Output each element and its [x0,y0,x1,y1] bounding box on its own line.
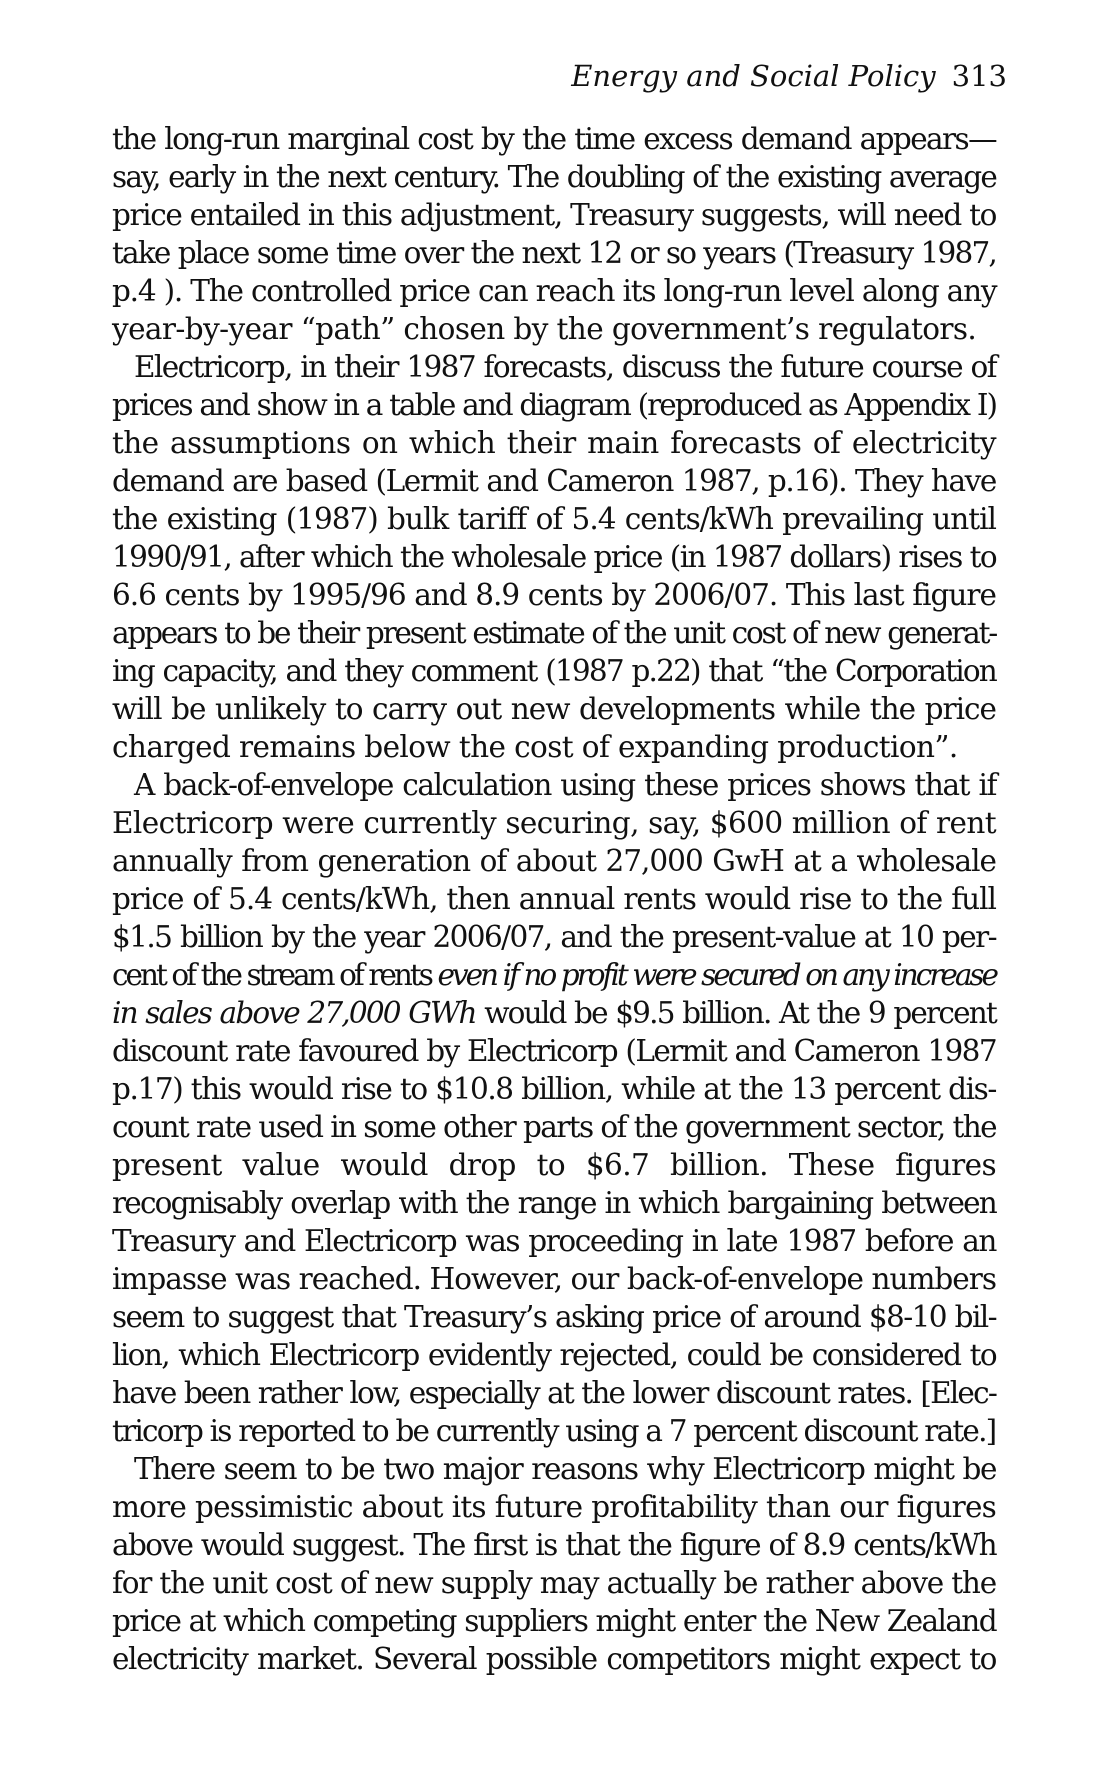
text-line: Electricorp, in their 1987 forecasts, discuss the future course of [134,350,996,384]
paragraph-2 [112,348,996,766]
text-line-with-emphasis [112,994,996,1032]
text-line: price entailed in this adjustment, Treasury suggests, will need to [112,198,996,232]
text-line: 1990/91, after which the wholesale price (in 1987 dollars) rises to [112,540,996,574]
page-number: 313 [951,59,1007,93]
text-line: present value would drop to $6.7 billion. These figures [112,1148,996,1182]
text-line: seem to suggest that Treasury’s asking price of around $8-10 bil- [112,1300,996,1334]
text-line: lion, which Electricorp evidently rejected, could be considered to [112,1338,996,1372]
text-line: say, early in the next century. The doubling of the existing average [112,160,996,194]
text-line: price at which competing suppliers might enter the New Zealand [112,1604,996,1638]
text-line: There seem to be two major reasons why Electricorp might be [134,1452,996,1486]
body-text [112,120,996,1678]
running-head-title: Energy and Social Policy [571,59,936,93]
text-line: more pessimistic about its future profitability than our figures [112,1490,996,1524]
text-line: the assumptions on which their main forecasts of electricity [112,426,996,460]
text-line: charged remains below the cost of expanding production”. [112,730,958,764]
text-segment: cent of the stream of rents [112,958,438,992]
text-line: $1.5 billion by the year 2006/07, and the present-value at 10 per- [112,920,996,954]
text-line: impasse was reached. However, our back-of-envelope numbers [112,1262,996,1296]
text-line-with-emphasis [112,956,996,994]
text-line: 6.6 cents by 1995/96 and 8.9 cents by 2006/07. This last figure [112,578,996,612]
text-line: price of 5.4 cents/kWh, then annual rents would rise to the full [112,882,996,916]
text-line: count rate used in some other parts of the government sector, the [112,1110,996,1144]
text-line: ing capacity, and they comment (1987 p.22) that “the Corporation [112,654,996,688]
text-line: A back-of-envelope calculation using these prices shows that if [134,768,996,802]
text-line: appears to be their present estimate of the unit cost of new generat- [112,616,996,650]
text-line: discount rate favoured by Electricorp (Lermit and Cameron 1987 [112,1034,996,1068]
text-line: will be unlikely to carry out new developments while the price [112,692,996,726]
paragraph-1 [112,120,996,348]
text-line: recognisably overlap with the range in which bargaining between [112,1186,996,1220]
text-line: year-by-year “path” chosen by the government’s regulators. [112,312,977,346]
text-line: electricity market. Several possible competitors might expect to [112,1642,996,1676]
paragraph-4 [112,1450,996,1678]
text-line: the long-run marginal cost by the time excess demand appears— [112,122,996,156]
text-line: Electricorp were currently securing, say, $600 million of rent [112,806,996,840]
text-line: tricorp is reported to be currently using a 7 percent discount rate.] [112,1414,996,1448]
text-line: above would suggest. The first is that the figure of 8.9 cents/kWh [112,1528,996,1562]
paragraph-3 [112,766,996,1450]
running-head [571,59,1007,93]
text-line: prices and show in a table and diagram (reproduced as Appendix I) [112,388,996,422]
text-line: take place some time over the next 12 or so years (Treasury 1987, [112,236,996,270]
emphasis-text: in sales above 27,000 GWh [112,996,476,1030]
text-segment: would be $9.5 billion. At the 9 percent [475,996,996,1030]
text-line: annually from generation of about 27,000 GwH at a wholesale [112,844,996,878]
text-line: for the unit cost of new supply may actually be rather above the [112,1566,996,1600]
text-line: p.4 ). The controlled price can reach its long-run level along any [112,274,997,308]
text-line: have been rather low, especially at the lower discount rates. [Elec- [112,1376,996,1410]
text-line: the existing (1987) bulk tariff of 5.4 cents/kWh prevailing until [112,502,996,536]
emphasis-text: even if no profit were secured on any increase [437,958,997,992]
text-line: demand are based (Lermit and Cameron 1987, p.16). They have [112,464,996,498]
text-line: Treasury and Electricorp was proceeding in late 1987 before an [112,1224,996,1258]
text-line: p.17) this would rise to $10.8 billion, while at the 13 percent dis- [112,1072,996,1106]
